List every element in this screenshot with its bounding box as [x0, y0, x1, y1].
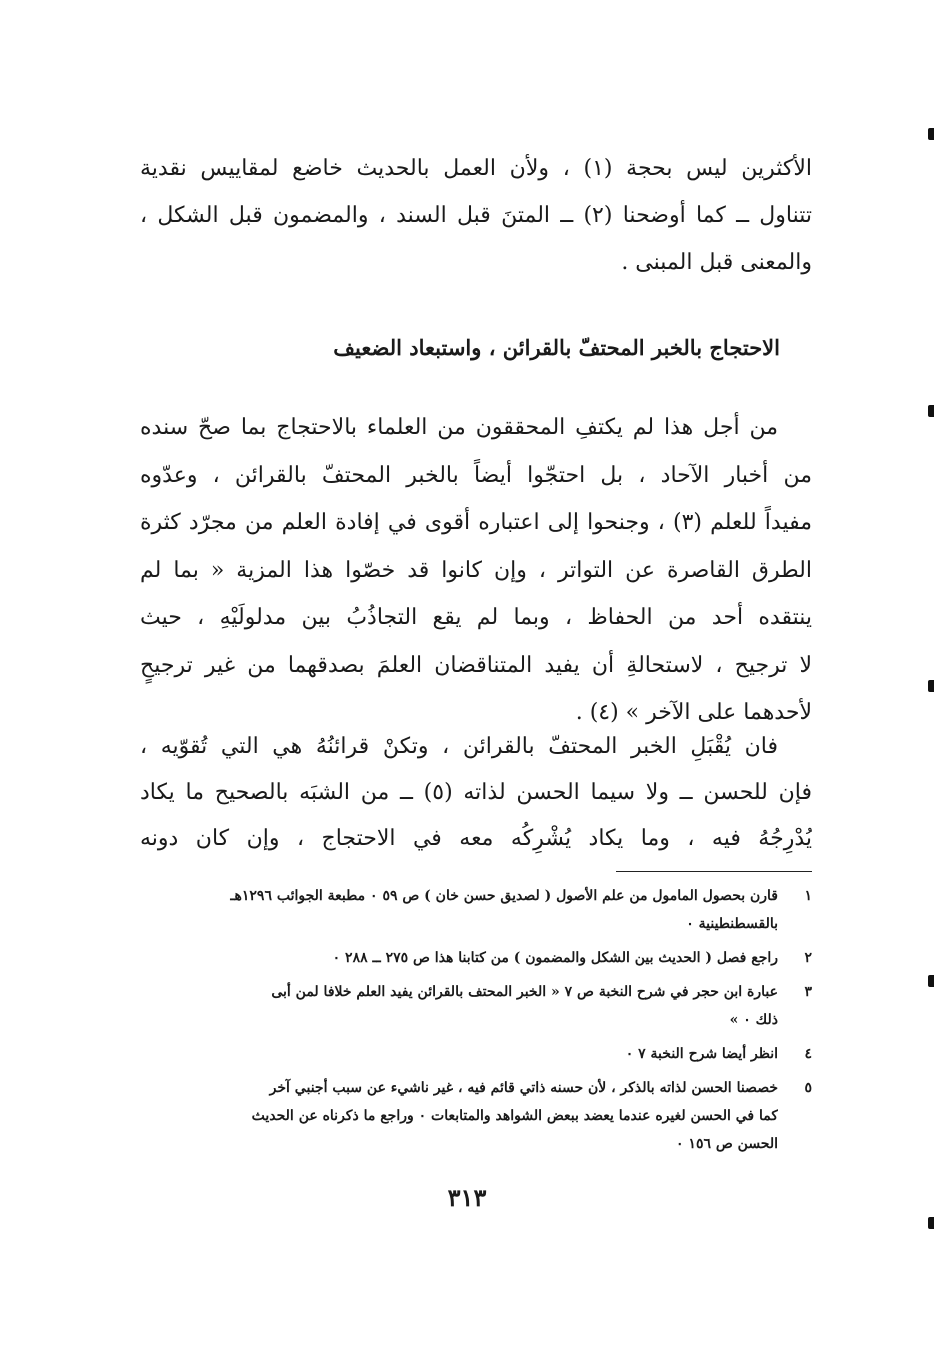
- paragraph-line: مفيداً للعلم (٣) ، وجنحوا إلى اعتباره أقوى في إفادة العلم من مجرّد كثرة: [140, 510, 812, 535]
- scan-edge-mark: [928, 1217, 934, 1229]
- footnote-number: ٥: [804, 1080, 812, 1096]
- footnote-line: بالقسطنطينية ٠: [686, 916, 778, 932]
- scan-edge-mark: [928, 975, 934, 987]
- footnote-number: ٢: [804, 950, 812, 966]
- intro-line: الأكثرين ليس بحجة (١) ، ولأن العمل بالحديث خاضع لمقاييس نقدية: [140, 156, 812, 181]
- footnote-line: راجع فصل ( الحديث بين الشكل والمضمون ) من كتابنا هذا ص ٢٧٥ ــ ٢٨٨ ٠: [332, 950, 778, 966]
- page-number: ٣١٣: [447, 1183, 487, 1212]
- scan-edge-mark: [928, 128, 934, 140]
- footnote-text: [140, 1040, 778, 1068]
- paragraph-two: [140, 724, 812, 862]
- paragraph-line: ينتقده أحد من الحفاظ ، وبما لم يقع التجاذُبُ بين مدلولَيْهِ ، حيث: [140, 605, 812, 630]
- scan-edge-mark: [928, 405, 934, 417]
- footnote-line: عبارة ابن حجر في شرح النخبة ص ٧ « الخبر المحتف بالقرائن يفيد العلم خلافا لمن أبى: [271, 984, 778, 1000]
- section-heading: الاحتجاج بالخبر المحتفّ بالقرائن ، واستبعاد الضعيف: [333, 335, 780, 360]
- intro-paragraph: [140, 145, 812, 286]
- scan-edge-mark: [928, 680, 934, 692]
- footnote-text: [140, 882, 778, 938]
- footnote-line: انظر أيضا شرح النخبة ٧ ٠: [625, 1046, 778, 1062]
- paragraph-line: فإن للحسن ــ ولا سيما الحسن لذاته (٥) ــ من الشبَه بالصحيح ما يكاد: [140, 780, 812, 805]
- footnote: [140, 978, 812, 1034]
- footnote: [140, 882, 812, 938]
- footnote-line: الحسن ص ١٥٦ ٠: [676, 1136, 778, 1152]
- footnote-number: ٤: [804, 1046, 812, 1062]
- paragraph-line: لا ترجيح ، لاستحالةِ أن يفيد المتناقضان العلمَ بصدقهما من غير ترجيحٍ: [140, 652, 812, 678]
- footnote-line: ذلك ٠ »: [729, 1012, 778, 1028]
- footnotes: [140, 882, 812, 1164]
- paragraph-line: من أخبار الآحاد ، بل احتجّوا أيضاً بالخبر المحتفّ بالقرائن ، وعدّوه: [140, 462, 812, 488]
- paragraph-line: فان يُقْبَلِ الخبر المحتفّ بالقرائن ، وتكنْ قرائنُهُ هي التي تُقوّيه ،: [140, 734, 778, 759]
- paragraph-line: لأحدهما على الآخر » (٤) .: [575, 700, 812, 725]
- footnote-line: قارن بحصول المامول من علم الأصول ( لصديق حسن خان ) ص ٥٩ ٠ مطبعة الجوائب ١٢٩٦هـ: [230, 888, 778, 904]
- paragraph-one: [140, 404, 812, 737]
- footnote: [140, 944, 812, 972]
- footnote-number: ١: [804, 888, 812, 904]
- paragraph-line: من أجل هذا لم يكتفِ المحققون من العلماء بالاحتجاج بما صحّ سنده: [140, 415, 778, 440]
- footnote-text: [140, 978, 778, 1034]
- footnote: [140, 1074, 812, 1158]
- footnote-line: كما في الحسن لغيره عندما يعضد ببعض الشواهد والمتابعات ٠ وراجع ما ذكرناه عن الحديث: [251, 1108, 778, 1124]
- footnote-text: [140, 944, 778, 972]
- footnote-text: [140, 1074, 778, 1158]
- intro-line: والمعنى قبل المبنى .: [621, 250, 812, 275]
- footnote: [140, 1040, 812, 1068]
- paragraph-line: الطرق القاصرة عن التواتر ، وإن كانوا قد خصّوا هذا المزية « بما لم: [140, 557, 812, 583]
- paragraph-line: يُدْرِجُهُ فيه ، وما يكاد يُشْرِكُه معه في الاحتجاج ، وإن كان دونه: [140, 826, 812, 851]
- footnote-line: خصصنا الحسن لذاته بالذكر ، لأن حسنه ذاتي قائم فيه ، غير ناشيء عن سبب أجنبي آخر: [269, 1080, 778, 1096]
- intro-line: تتناول ــ كما أوضحنا (٢) ــ المتنَ قبل السند ، والمضمون قبل الشكل ،: [140, 203, 812, 228]
- footnote-number: ٣: [804, 984, 812, 1000]
- footnote-divider: [616, 871, 812, 872]
